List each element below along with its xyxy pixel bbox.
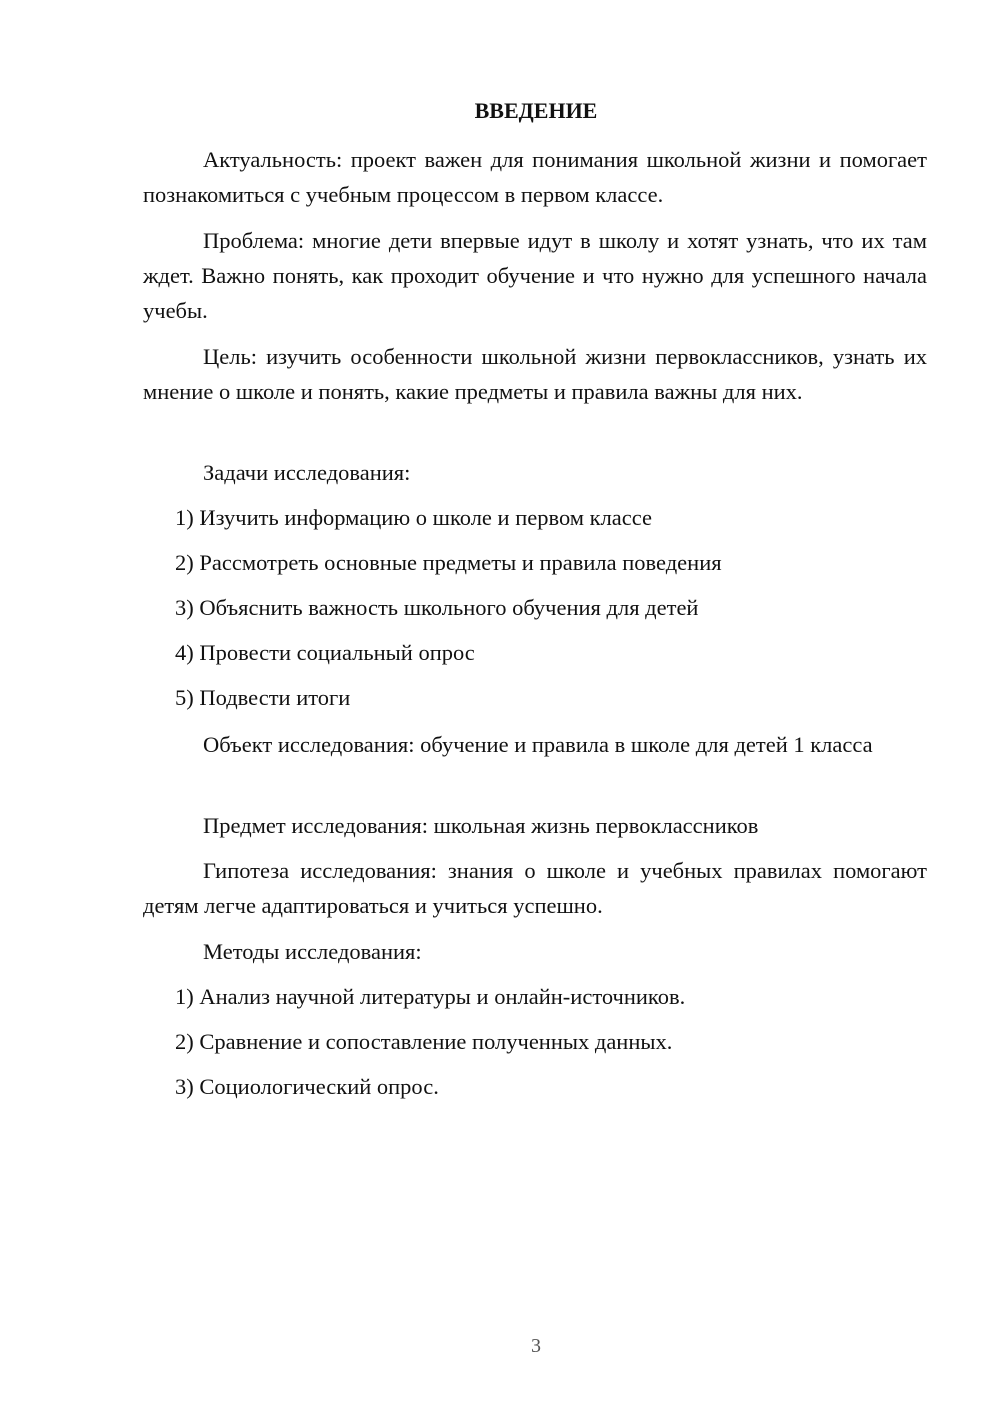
method-item: 3) Социологический опрос. (175, 1074, 439, 1099)
page-title: ВВЕДЕНИЕ (474, 98, 598, 123)
task-item: 3) Объяснить важность школьного обучения для детей (175, 595, 699, 620)
task-item: 1) Изучить информацию о школе и первом классе (175, 505, 653, 530)
goal-paragraph: Цель: изучить особенности школьной жизни первоклассников, узнать их мнение о школе и понять, какие предметы и правила важны для них. (143, 344, 927, 404)
task-item: 5) Подвести итоги (175, 685, 351, 710)
task-item: 2) Рассмотреть основные предметы и правила поведения (175, 550, 722, 575)
problem-paragraph: Проблема: многие дети впервые идут в школу и хотят узнать, что их там ждет. Важно понять, как проходит обучение и что нужно для успешного начала учебы. (143, 228, 927, 323)
hypothesis-paragraph: Гипотеза исследования: знания о школе и учебных правилах помогают детям легче адаптироваться и учиться успешно. (143, 858, 927, 918)
task-item: 4) Провести социальный опрос (175, 640, 475, 665)
tasks-heading: Задачи исследования: (203, 460, 411, 485)
method-item: 2) Сравнение и сопоставление полученных данных. (175, 1029, 673, 1054)
methods-heading: Методы исследования: (203, 939, 422, 964)
page-number: 3 (531, 1335, 541, 1357)
method-item: 1) Анализ научной литературы и онлайн-источников. (175, 984, 686, 1009)
object-paragraph: Объект исследования: обучение и правила в школе для детей 1 класса (203, 732, 873, 757)
subject-paragraph: Предмет исследования: школьная жизнь первоклассников (203, 813, 759, 838)
relevance-paragraph: Актуальность: проект важен для понимания школьной жизни и помогает познакомиться с учебным процессом в первом классе. (143, 147, 927, 207)
